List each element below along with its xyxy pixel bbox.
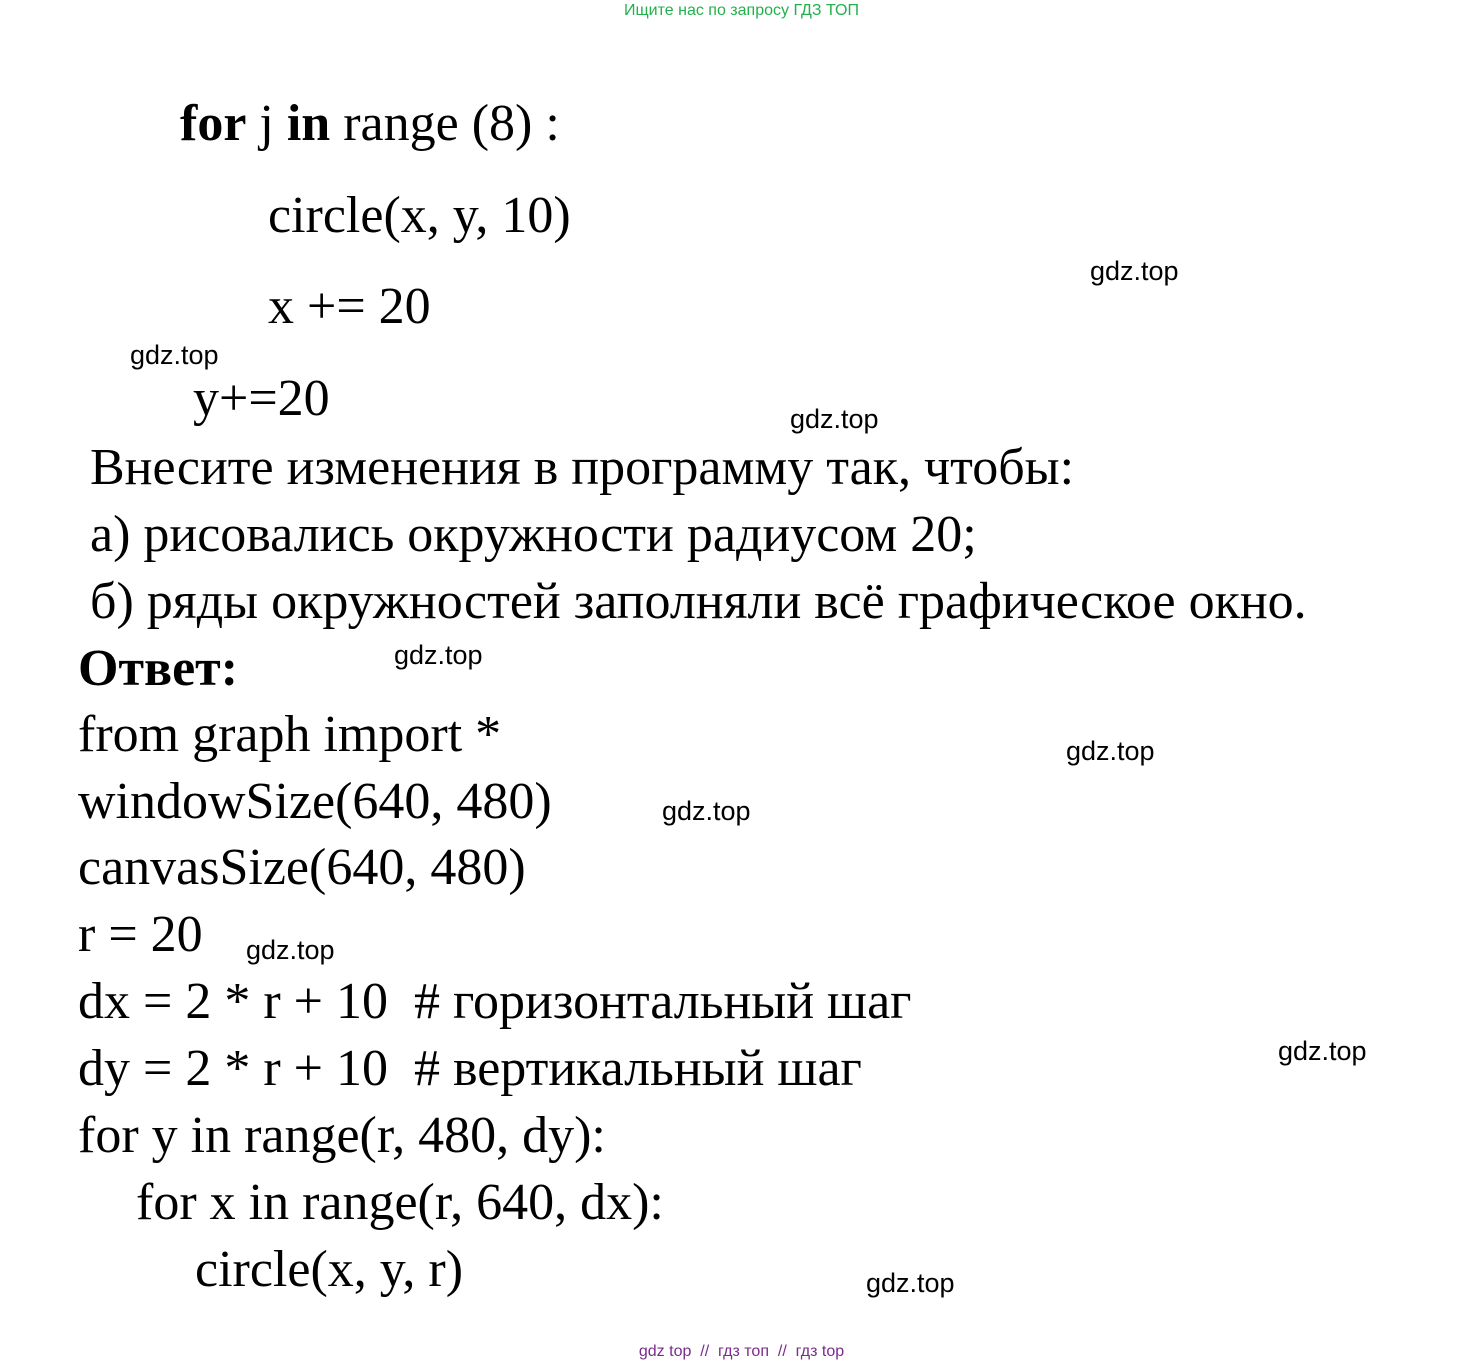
answer-line-1: from graph import *: [78, 706, 502, 763]
task-code-line-3: x += 20: [268, 278, 431, 335]
watermark: gdz.top: [246, 935, 335, 965]
loop-variable: j: [246, 95, 287, 152]
watermark: gdz.top: [394, 640, 483, 670]
answer-line-7: for y in range(r, 480, dy):: [78, 1107, 606, 1164]
watermark: gdz.top: [1278, 1036, 1367, 1066]
task-code-line-2: circle(x, y, 10): [268, 187, 571, 244]
answer-line-5: dx = 2 * r + 10 # горизонтальный шаг: [78, 973, 912, 1030]
watermark: gdz.top: [790, 404, 879, 434]
watermark: gdz.top: [662, 796, 751, 826]
answer-heading: Ответ:: [78, 640, 239, 697]
watermark: gdz.top: [130, 340, 219, 370]
task-code-line-1: [180, 95, 560, 152]
keyword-for: for: [180, 95, 247, 152]
watermark: gdz.top: [1090, 256, 1179, 286]
answer-line-2: windowSize(640, 480): [78, 773, 552, 830]
footer-links: gdz top // гдз топ // гдз top: [638, 1343, 845, 1360]
watermark: gdz.top: [866, 1268, 955, 1298]
watermark: gdz.top: [1066, 736, 1155, 766]
task-intro: Внесите изменения в программу так, чтобы:: [90, 439, 1075, 496]
keyword-in: in: [286, 95, 331, 152]
answer-line-9: circle(x, y, r): [195, 1241, 464, 1298]
answer-line-8: for x in range(r, 640, dx):: [136, 1174, 664, 1231]
task-item-a: а) рисовались окружности радиусом 20;: [90, 506, 977, 563]
answer-line-6: dy = 2 * r + 10 # вертикальный шаг: [78, 1040, 862, 1097]
range-expression: range (8) :: [330, 95, 560, 152]
answer-line-4: r = 20: [78, 906, 203, 963]
top-banner: Ищите нас по запросу ГДЗ ТОП: [624, 2, 859, 19]
answer-line-3: canvasSize(640, 480): [78, 839, 526, 896]
task-code-line-4: y+=20: [193, 370, 330, 427]
task-item-b: б) ряды окружностей заполняли всё графическое окно.: [90, 573, 1307, 630]
